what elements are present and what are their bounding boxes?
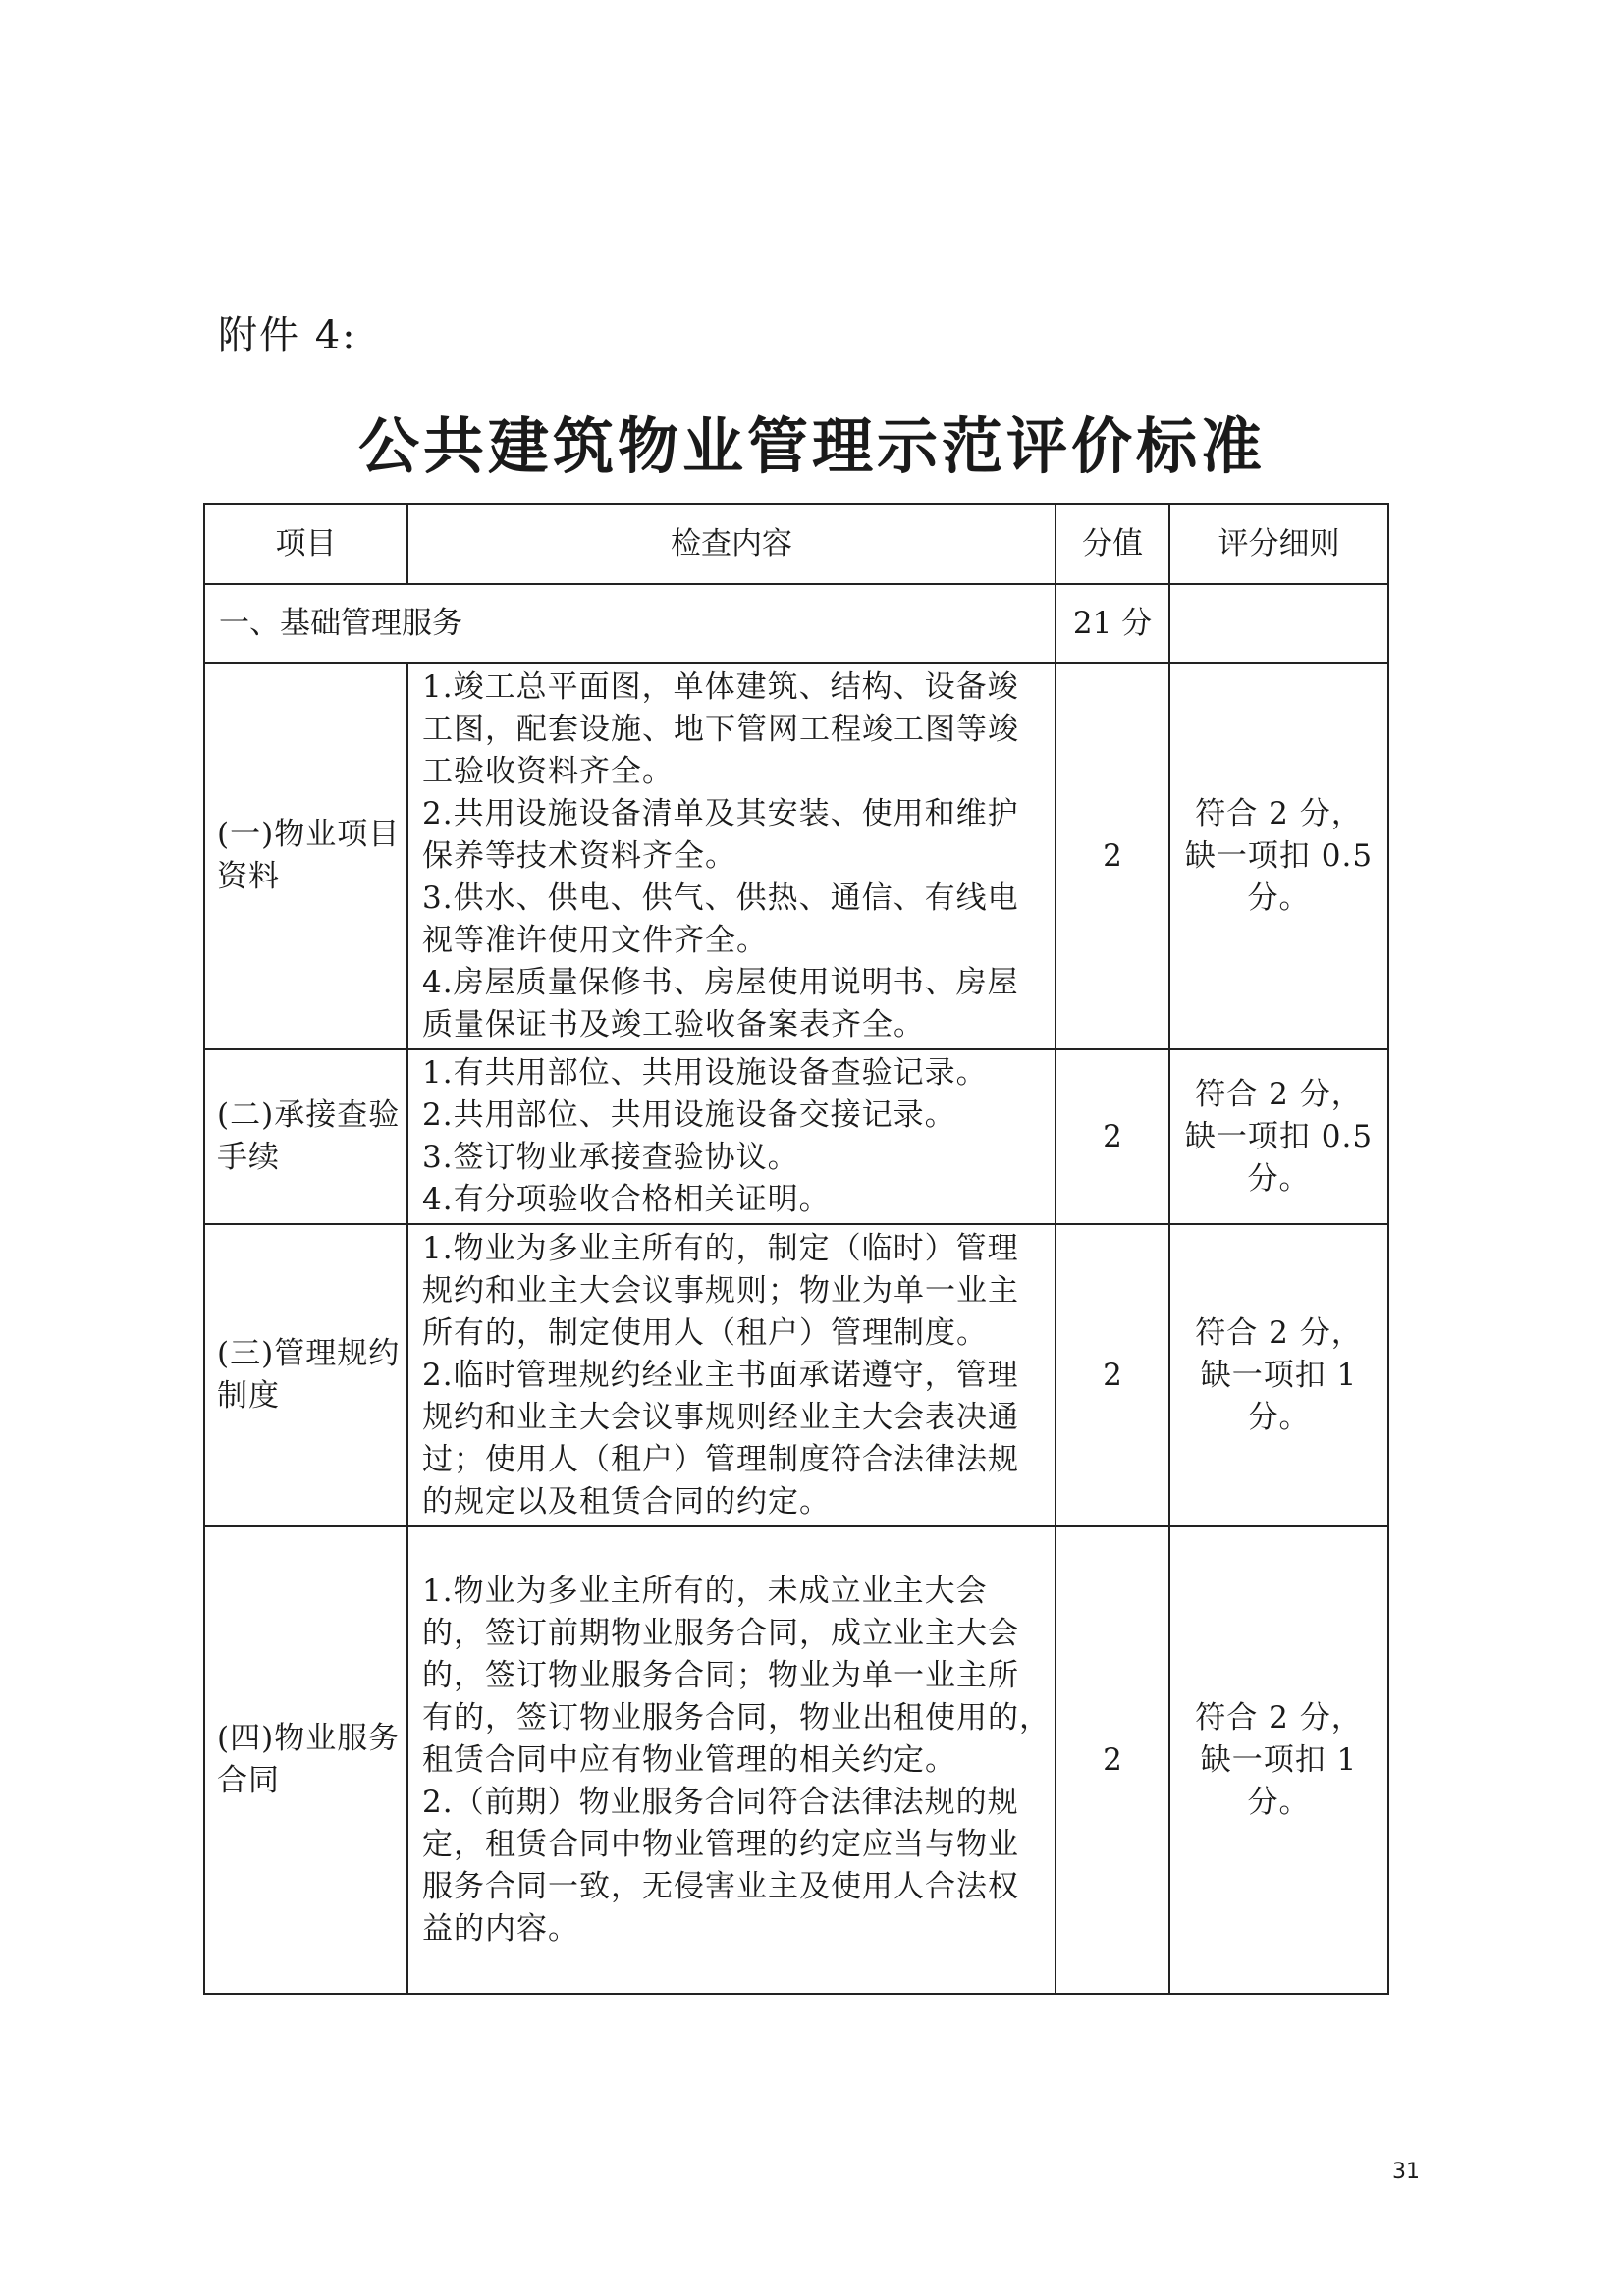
content-line: 2.（前期）物业服务合同符合法律法规的规 <box>422 1784 1019 1820</box>
section-title: 一、基础管理服务 <box>204 584 1056 663</box>
content-line: 的，签订前期物业服务合同，成立业主大会 <box>422 1615 1019 1651</box>
section-row <box>204 584 1388 663</box>
row-rule: 符合 2 分，缺一项扣 0.5 分。 <box>1169 1049 1388 1224</box>
row-item: (三)管理规约制度 <box>204 1224 407 1526</box>
content-line: 1.物业为多业主所有的，制定（临时）管理 <box>422 1230 1019 1266</box>
row-item: (二)承接查验手续 <box>204 1049 407 1224</box>
section-score: 21 分 <box>1056 584 1169 663</box>
row-score: 2 <box>1056 1224 1169 1526</box>
content-line: 益的内容。 <box>422 1910 579 1947</box>
content-line: 质量保证书及竣工验收备案表齐全。 <box>422 1006 925 1042</box>
content-line: 2.共用部位、共用设施设备交接记录。 <box>422 1097 956 1133</box>
content-line: 有的，签订物业服务合同，物业出租使用的， <box>422 1699 1051 1735</box>
row-content <box>407 663 1056 1049</box>
content-line: 定，租赁合同中物业管理的约定应当与物业 <box>422 1826 1019 1862</box>
row-score: 2 <box>1056 1526 1169 1994</box>
content-line: 过；使用人（租户）管理制度符合法律法规 <box>422 1441 1019 1477</box>
content-line: 租赁合同中应有物业管理的相关约定。 <box>422 1741 956 1778</box>
document-title: 公共建筑物业管理示范评价标准 <box>357 410 1266 482</box>
content-line: 2.共用设施设备清单及其安装、使用和维护 <box>422 795 1019 831</box>
header-score: 分值 <box>1056 504 1169 584</box>
content-line: 1.物业为多业主所有的，未成立业主大会 <box>422 1573 988 1609</box>
attachment-label: 附件 4: <box>218 313 357 358</box>
content-line: 规约和业主大会议事规则经业主大会表决通 <box>422 1399 1019 1435</box>
content-line: 1.有共用部位、共用设施设备查验记录。 <box>422 1055 988 1091</box>
content-line: 所有的，制定使用人（租户）管理制度。 <box>422 1314 988 1351</box>
content-line: 工图，配套设施、地下管网工程竣工图等竣 <box>422 711 1019 747</box>
content-line: 1.竣工总平面图，单体建筑、结构、设备竣 <box>422 668 1019 705</box>
row-item: (一)物业项目资料 <box>204 663 407 1049</box>
evaluation-standard-table <box>203 503 1389 1995</box>
page-number: 31 <box>1392 2160 1420 2184</box>
row-score: 2 <box>1056 663 1169 1049</box>
header-content: 检查内容 <box>407 504 1056 584</box>
table-row <box>204 663 1388 1049</box>
table-row <box>204 1224 1388 1526</box>
header-rule: 评分细则 <box>1169 504 1388 584</box>
row-item: (四)物业服务合同 <box>204 1526 407 1994</box>
content-line: 规约和业主大会议事规则；物业为单一业主 <box>422 1272 1019 1308</box>
row-score: 2 <box>1056 1049 1169 1224</box>
table-header-row <box>204 504 1388 584</box>
table-row <box>204 1526 1388 1994</box>
content-line: 工验收资料齐全。 <box>422 753 674 789</box>
section-rule <box>1169 584 1388 663</box>
row-rule: 符合 2 分，缺一项扣 1 分。 <box>1169 1526 1388 1994</box>
row-rule: 符合 2 分，缺一项扣 1 分。 <box>1169 1224 1388 1526</box>
content-line: 2.临时管理规约经业主书面承诺遵守，管理 <box>422 1357 1019 1393</box>
content-line: 3.签订物业承接查验协议。 <box>422 1140 799 1175</box>
row-rule: 符合 2 分，缺一项扣 0.5 分。 <box>1169 663 1388 1049</box>
table-row <box>204 1049 1388 1224</box>
content-line: 的规定以及租赁合同的约定。 <box>422 1483 831 1520</box>
content-line: 3.供水、供电、供气、供热、通信、有线电 <box>422 880 1019 916</box>
content-line: 视等准许使用文件齐全。 <box>422 922 768 958</box>
header-item: 项目 <box>204 504 407 584</box>
row-content <box>407 1526 1056 1994</box>
row-content <box>407 1224 1056 1526</box>
content-line: 4.有分项验收合格相关证明。 <box>422 1182 831 1217</box>
content-line: 的，签订物业服务合同；物业为单一业主所 <box>422 1657 1019 1693</box>
content-line: 4.房屋质量保修书、房屋使用说明书、房屋 <box>422 964 1019 1000</box>
content-line: 保养等技术资料齐全。 <box>422 837 736 874</box>
row-content <box>407 1049 1056 1224</box>
content-line: 服务合同一致，无侵害业主及使用人合法权 <box>422 1868 1019 1904</box>
